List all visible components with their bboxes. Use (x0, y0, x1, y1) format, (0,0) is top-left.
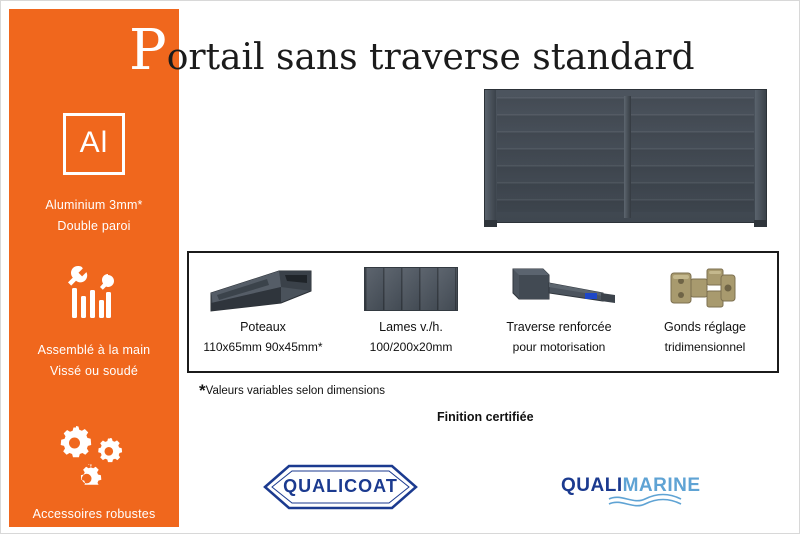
portail-foot-left (484, 220, 497, 227)
component-traverse (485, 253, 633, 371)
footnote (199, 381, 385, 401)
qualicoat-logo (263, 463, 418, 511)
qualimarine-waves-icon (607, 493, 757, 511)
page-title-initial: P (129, 18, 167, 83)
component-gonds-image (633, 259, 777, 317)
footnote-star: * (199, 381, 206, 400)
qualimarine-text-light: MARINE (622, 475, 701, 496)
portail-post-left (485, 90, 496, 224)
aluminium-square-icon (63, 113, 125, 175)
component-lames-caption-1: Lames v./h. (379, 320, 443, 334)
component-gonds (633, 253, 777, 371)
sidebar-label-accessoires-1: Accessoires robustes (32, 507, 156, 521)
portail-frame (484, 89, 767, 223)
gond-reglage-icon (663, 263, 747, 317)
aluminium-icon-label: Al (79, 126, 109, 159)
portail-photo (484, 89, 767, 223)
sidebar-label-assemblage-2: Vissé ou soudé (49, 364, 139, 378)
component-poteaux-image (189, 259, 337, 317)
component-traverse-caption-2: pour motorisation (512, 340, 606, 354)
traverse-motorisation-icon (499, 265, 619, 319)
portail-center-joint (624, 96, 631, 218)
qualimarine-text-dark: QUALI (561, 475, 623, 496)
component-lames-image (337, 259, 485, 317)
sidebar-feature-aluminium (9, 113, 179, 237)
component-lames-caption-2: 100/200x20mm (369, 340, 453, 354)
components-panel (187, 251, 779, 373)
footnote-text: Valeurs variables selon dimensions (205, 385, 386, 397)
component-traverse-caption-1: Traverse renforcée (506, 320, 612, 334)
finition-certifiee-label: Finition certifiée (437, 410, 534, 424)
sidebar-label-aluminium-2: Double paroi (57, 219, 131, 233)
qualimarine-logo (561, 471, 711, 511)
component-poteaux-caption-1: Poteaux (240, 320, 286, 334)
sidebar-feature-assemblage (9, 264, 179, 382)
component-lames (337, 253, 485, 371)
component-gonds-caption-2: tridimensionnel (664, 340, 746, 354)
sidebar-label-aluminium-1: Aluminium 3mm* (45, 198, 143, 212)
left-feature-sidebar (9, 9, 179, 527)
portail-foot-right (754, 220, 767, 227)
poteau-profile-icon (207, 263, 319, 319)
portail-post-right (755, 90, 766, 224)
component-traverse-image (485, 259, 633, 317)
page-title (129, 18, 695, 83)
gears-icon (54, 424, 134, 486)
wrench-tools-icon (62, 264, 126, 322)
sidebar-feature-accessoires (9, 424, 179, 525)
lames-panel-icon (364, 267, 458, 311)
component-poteaux (189, 253, 337, 371)
qualicoat-logo-text: QUALICOAT (283, 476, 398, 496)
page-title-rest: ortail sans traverse standard (166, 37, 695, 78)
sidebar-label-assemblage-1: Assemblé à la main (37, 343, 151, 357)
component-gonds-caption-1: Gonds réglage (663, 320, 746, 334)
component-poteaux-caption-2: 110x65mm 90x45mm* (203, 340, 323, 354)
